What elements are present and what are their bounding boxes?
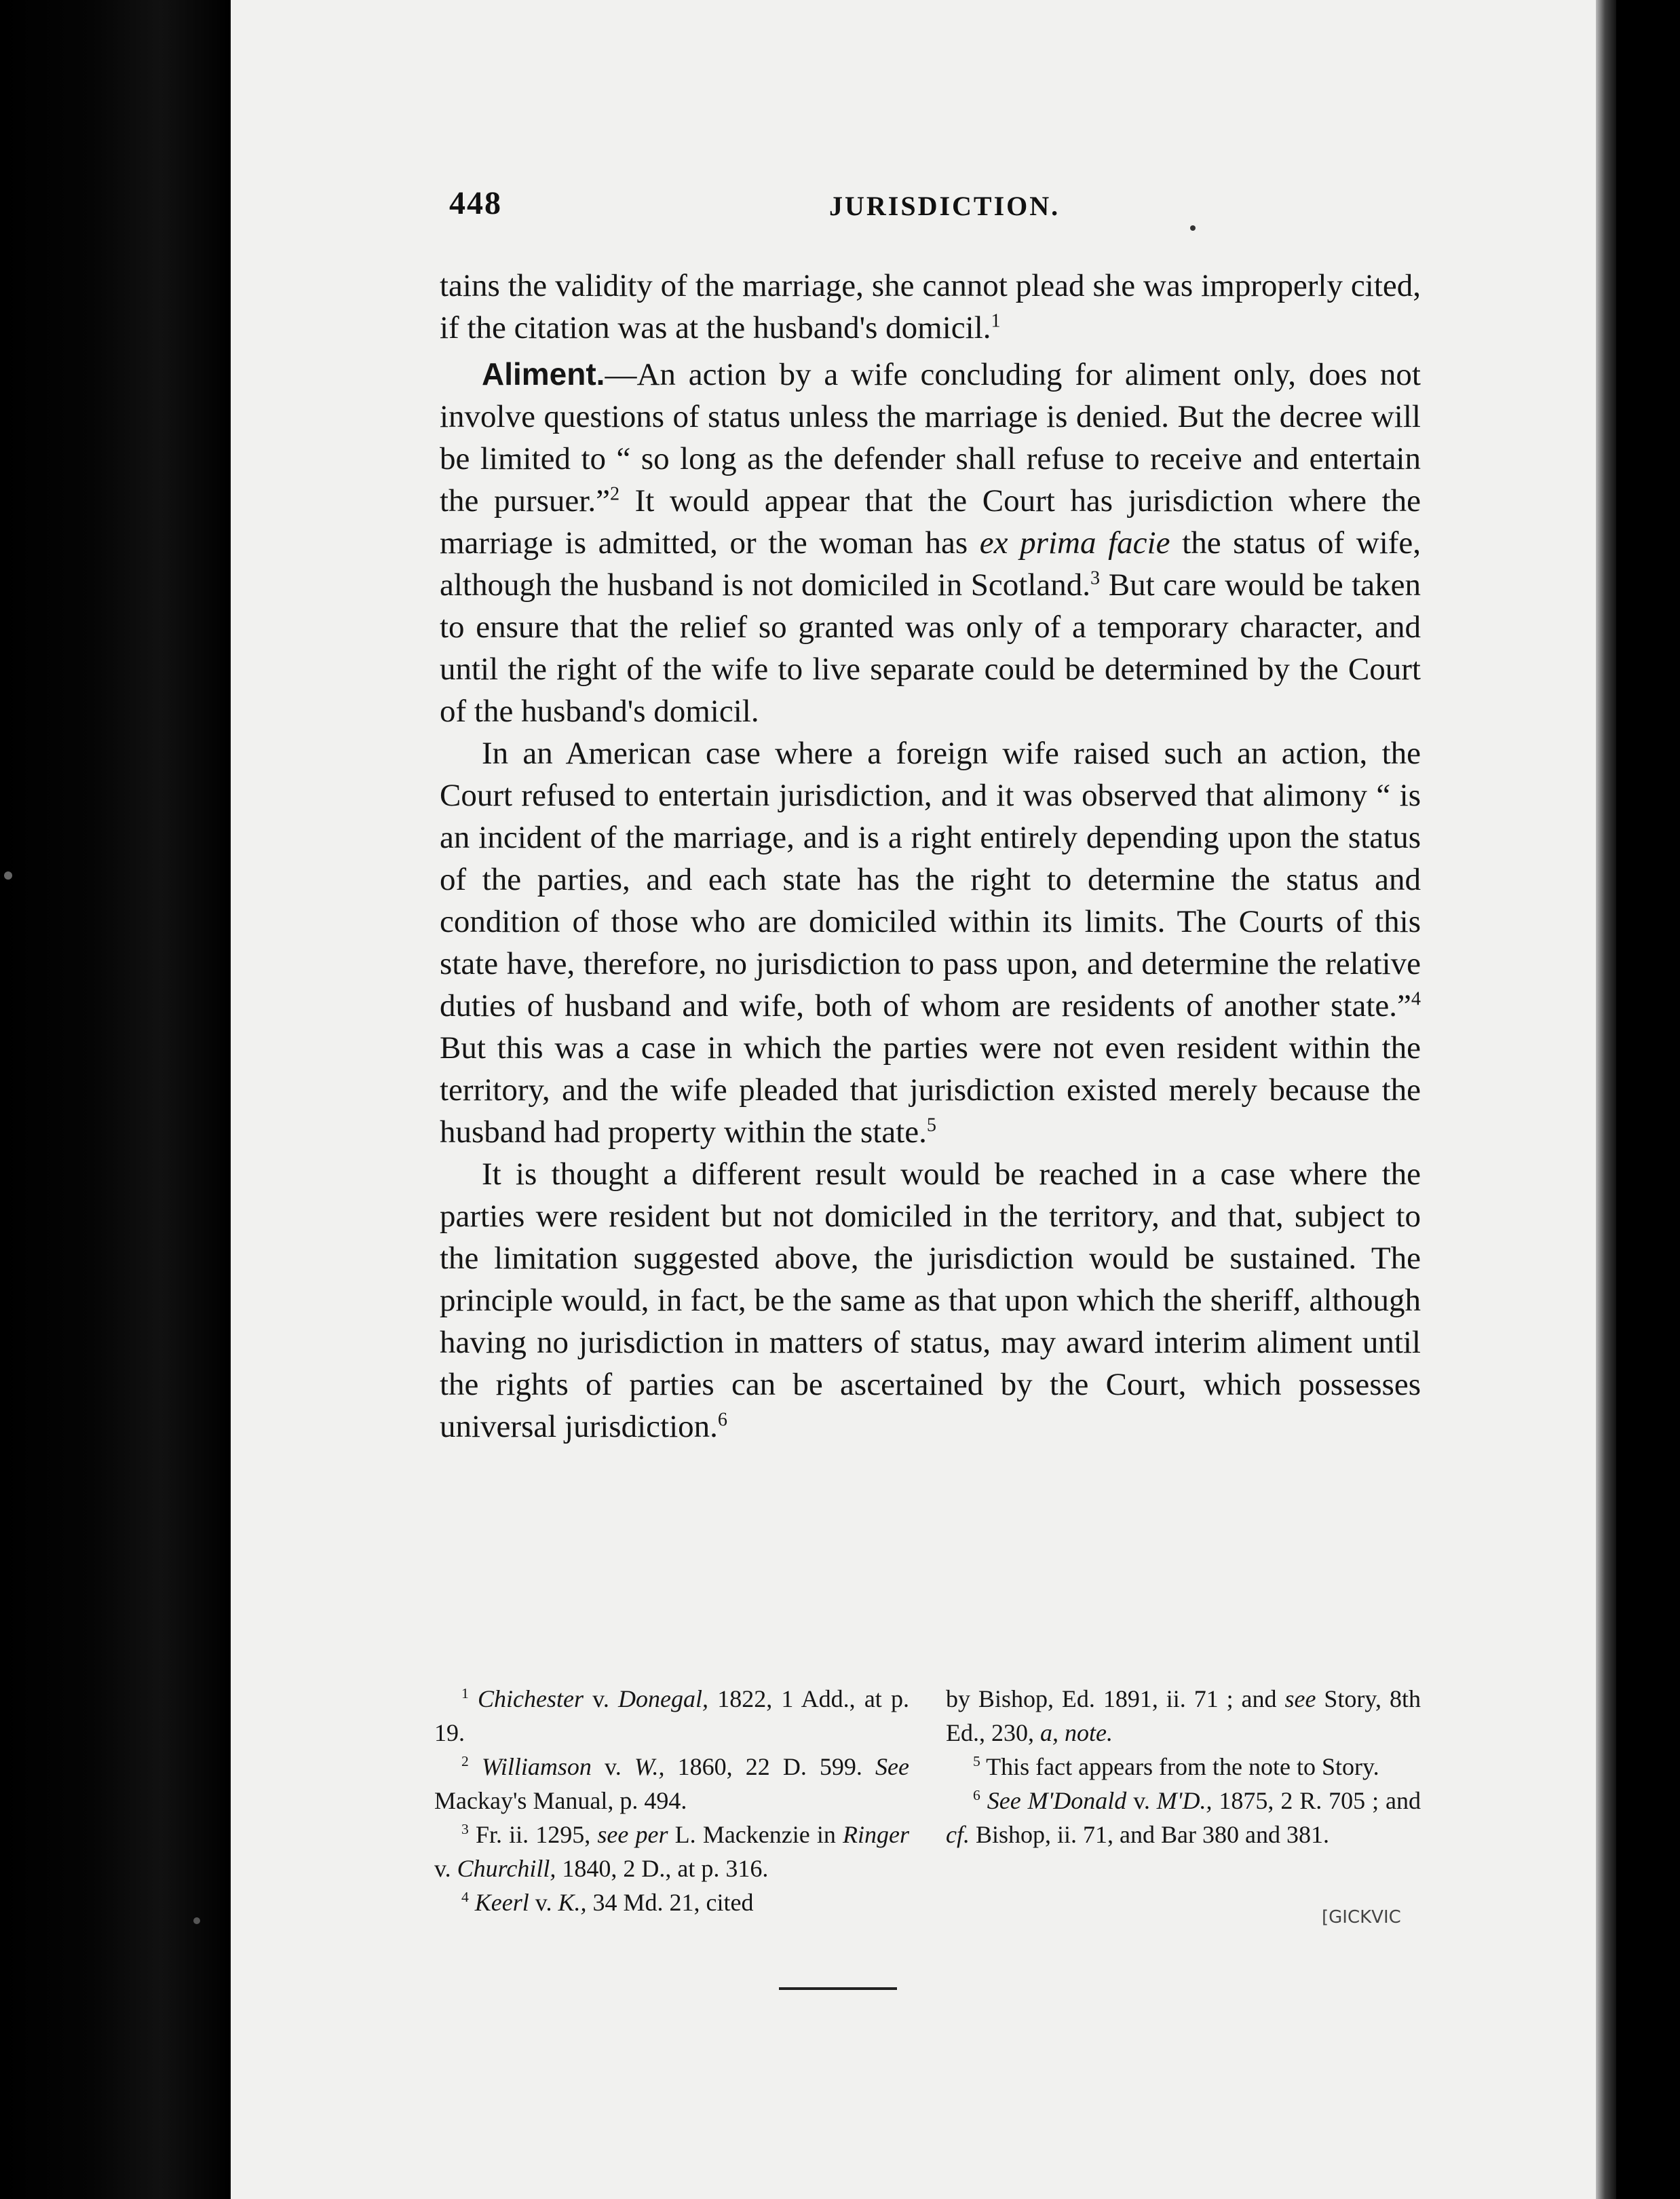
speck-2 — [193, 1917, 200, 1924]
footnote-6-cf: cf. — [946, 1821, 970, 1848]
footnote-ref-4: 4 — [1411, 988, 1421, 1010]
paragraph-4-text: It is thought a different result would be reached in a case where the parties were resident but not domiciled in the territory, and that, subject to the limitation suggested above, the jurisdiction would be sustained. The principle would, in fact, be the same as that upon which the sheriff, although having no jurisdiction in matters of status, may award interim aliment until the rights of parties can be ascertained by the Court, which possesses universal jurisdiction. — [440, 1157, 1421, 1444]
running-head: JURISDICTION. — [829, 191, 1061, 221]
footnote-6-case2: M'D., — [1156, 1787, 1213, 1814]
footnote-2-rest: 1860, 22 D. 599. — [664, 1753, 876, 1780]
footnote-3-a: Fr. ii. 1295, — [475, 1821, 598, 1848]
footnote-ref-6: 6 — [717, 1409, 727, 1431]
footnote-ref-5: 5 — [926, 1114, 936, 1136]
paragraph-2-text-c: the status of wife, although the husband is not domiciled in Scotland. — [440, 525, 1421, 603]
paragraph-2-text-b: It would appear that the Court has jurisdiction where the marriage is admitted, or the woman has — [440, 483, 1421, 561]
footnote-1-case2: Donegal, — [618, 1685, 709, 1712]
footnote-5-text: This fact appears from the note to Story. — [986, 1753, 1379, 1780]
footnote-4-see: see — [1284, 1685, 1316, 1712]
paragraph-3-text-a: In an American case where a foreign wife raised such an action, the Court refused to entertain jurisdiction, and it was observed that alimony “ is an incident of the marriage, and is a right entirely depending upon the status of the parties, and each state has the right to determine the status and condition of those who are domiciled within its limits. The Courts of this state have, therefore, no jurisdiction to pass upon, and determine the relative duties of husband and wife, both of whom are residents of another state.” — [440, 736, 1421, 1023]
footnote-6-rest: 1875, 2 R. 705 ; and — [1212, 1787, 1421, 1814]
side-heading-aliment: Aliment. — [482, 356, 605, 392]
paragraph-3-text-b: But this was a case in which the parties were not even resident within the territory, and the wife pleaded that jurisdiction existed merely because the husband had property within the state. — [440, 1030, 1421, 1150]
footnote-1-v: v. — [583, 1685, 619, 1712]
speck-3 — [1190, 225, 1196, 231]
footnote-3-see: see per — [597, 1821, 668, 1848]
footnote-2-case2: W., — [634, 1753, 665, 1780]
footnote-2-v: v. — [591, 1753, 634, 1780]
footnote-1-number: 1 — [461, 1685, 469, 1702]
footnote-3-b: L. Mackenzie in — [668, 1821, 843, 1848]
footnote-6-see: See — [987, 1787, 1021, 1814]
footnote-1-rest: 1822, 1 Add., at p. 19. — [434, 1685, 909, 1746]
footnote-4-cont-b: Story, 8th Ed., 230, — [946, 1685, 1421, 1746]
footnote-4-case2: K., — [558, 1889, 587, 1916]
library-stamp: [GICKVIC — [1322, 1907, 1401, 1928]
footnote-ref-3: 3 — [1090, 567, 1101, 589]
page-number: 448 — [449, 185, 502, 221]
footnote-1-case: Chichester — [478, 1685, 584, 1712]
footnote-2-rest2: Mackay's Manual, p. 494. — [434, 1787, 687, 1814]
footnote-4-cont-a: by Bishop, Ed. 1891, ii. 71 ; and — [946, 1685, 1285, 1712]
paragraph-2-text-d: But care would be taken to ensure that the relief so granted was only of a temporary character, and until the right of the wife to live separate could be determined by the Court of the husband's domicil. — [440, 567, 1421, 729]
footnote-6-case: M'Donald — [1020, 1787, 1127, 1814]
footnote-2-number: 2 — [461, 1753, 469, 1769]
footnote-4-case: Keerl — [474, 1889, 529, 1916]
footnote-2-case: Williamson — [481, 1753, 592, 1780]
footnote-3-case2: Churchill, — [457, 1855, 556, 1882]
footnote-3-rest: 1840, 2 D., at p. 316. — [556, 1855, 769, 1882]
footnote-4-rest: 34 Md. 21, cited — [586, 1889, 754, 1916]
footnote-6-number: 6 — [973, 1787, 980, 1803]
footnote-4-number: 4 — [461, 1889, 469, 1905]
footnote-ref-1: 1 — [991, 310, 1001, 332]
footnote-4-v: v. — [529, 1889, 558, 1916]
paragraph-1-text: tains the validity of the marriage, she cannot plead she was improperly cited, if the citation was at the husband's domicil. — [440, 268, 1421, 345]
italic-phrase: ex prima facie — [979, 525, 1170, 561]
footnote-3-number: 3 — [461, 1821, 469, 1837]
footnote-5-number: 5 — [973, 1753, 980, 1769]
paragraph-2-text-a: —An action by a wife concluding for aliment only, does not involve questions of status unless the marriage is denied. But the decree will be limited to “ so long as the defender shall refuse to receive and entertain the pursuer.” — [440, 357, 1421, 519]
footnote-ref-2: 2 — [609, 483, 620, 505]
speck-1 — [4, 871, 12, 880]
footnote-3-case: Ringer — [843, 1821, 909, 1848]
footnote-2-see: See — [875, 1753, 909, 1780]
footnote-6-rest2: Bishop, ii. 71, and Bar 380 and 381. — [969, 1821, 1329, 1848]
footnote-4-note: a, note. — [1040, 1719, 1113, 1746]
footnote-6-v: v. — [1126, 1787, 1157, 1814]
footnote-3-v: v. — [434, 1855, 457, 1882]
